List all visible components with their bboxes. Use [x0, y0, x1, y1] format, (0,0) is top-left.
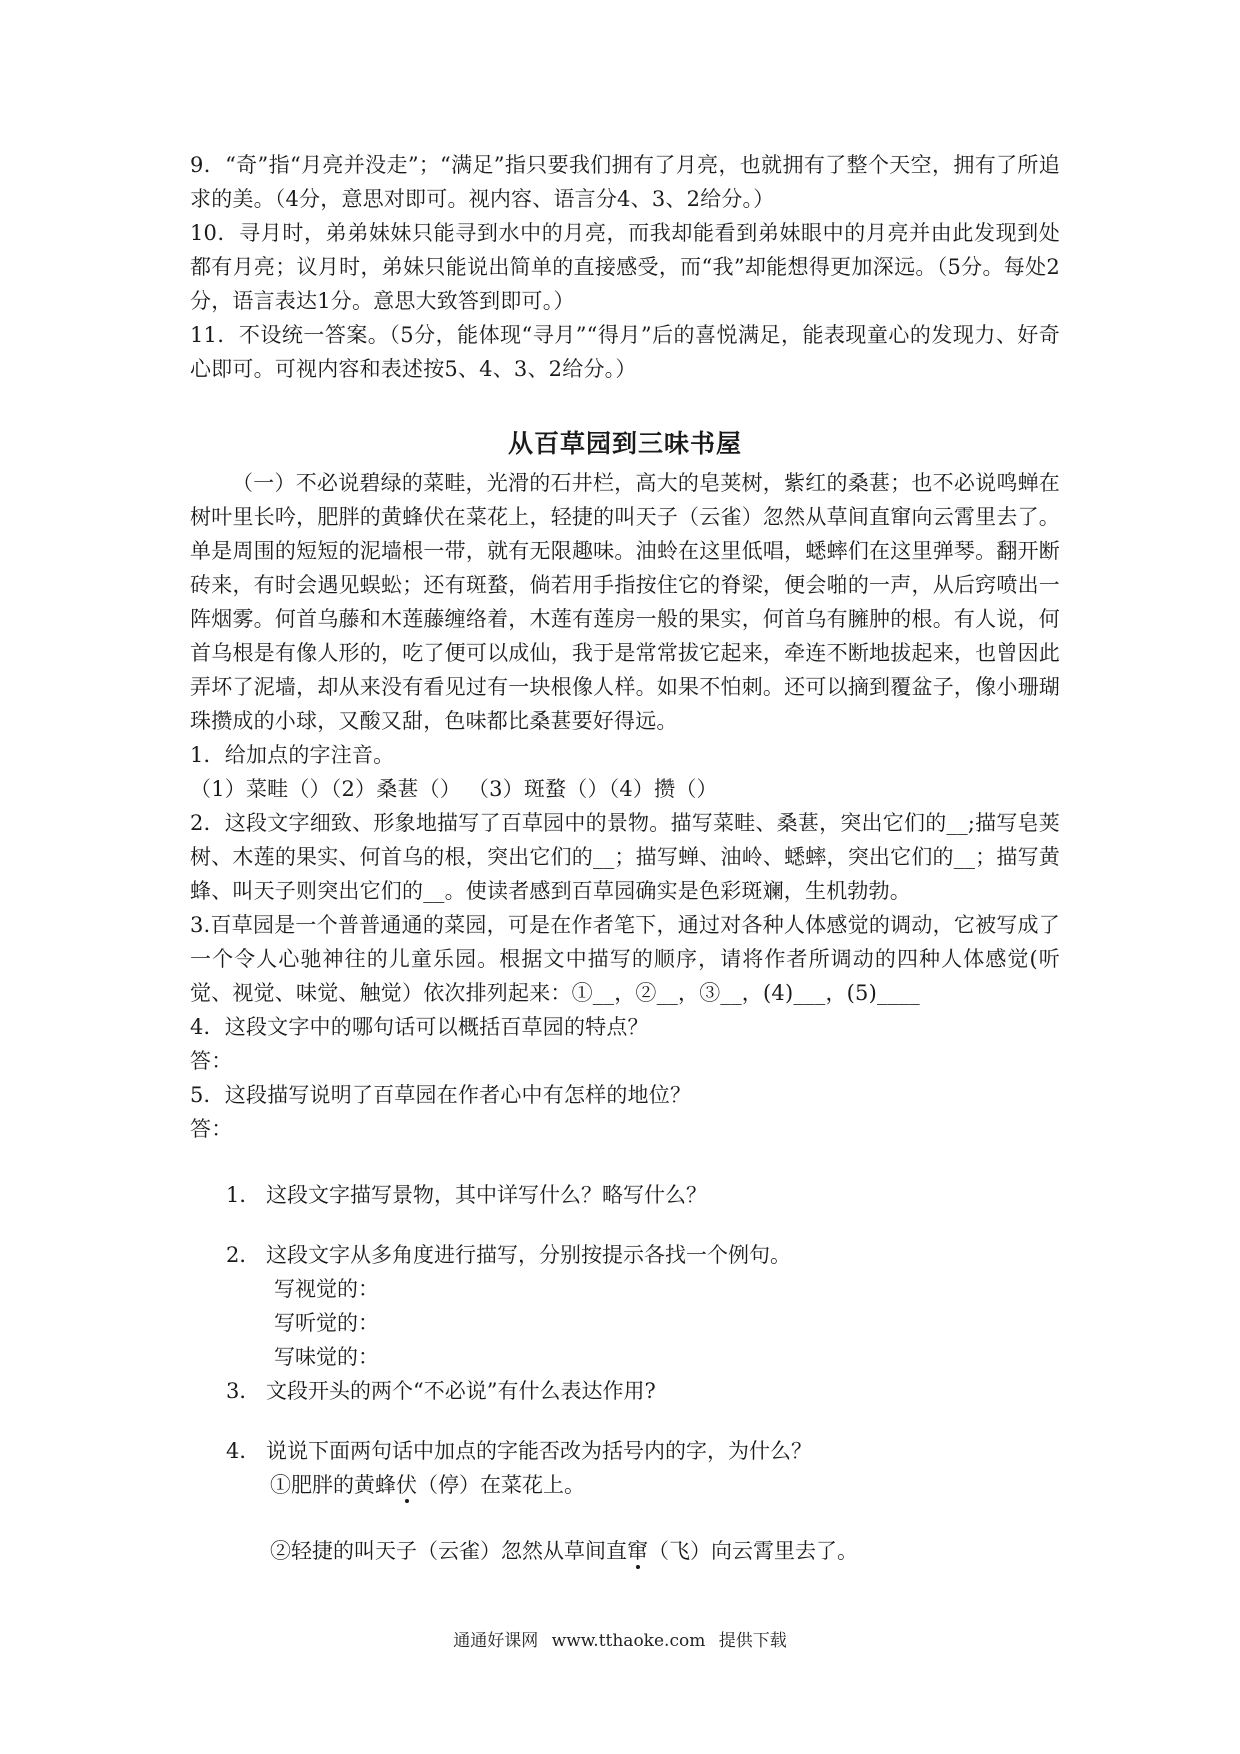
answer-9: 9．“奇”指“月亮并没走”；“满足”指只要我们拥有了月亮，也就拥有了整个天空，拥有了所追求的美。（4分，意思对即可。视内容、语言分4、3、2给分。） [190, 153, 1060, 211]
question-5: 5．这段描写说明了百草园在作者心中有怎样的地位？ [190, 1083, 692, 1107]
exercise-4 [190, 1434, 1060, 1468]
prompt-taste: 写味觉的： [274, 1345, 379, 1369]
dotted-char: 伏 [396, 1473, 417, 1497]
question-4: 4．这段文字中的哪句话可以概括百草园的特点？ [190, 1015, 649, 1039]
page-footer [0, 1626, 1240, 1651]
exercise-number: 1． [226, 1183, 261, 1207]
exercise-text: 说说下面两句话中加点的字能否改为括号内的字，为什么？ [266, 1439, 812, 1463]
question-2: 2．这段文字细致、形象地描写了百草园中的景物。描写菜畦、桑葚，突出它们的__;描写皂荚树、木莲的果实、何首乌的根，突出它们的__；描写蝉、油岭、蟋蟀，突出它们的__；描写黄蜂、叫天子则突出它们的__。使读者感到百草园确实是色彩斑斓，生机勃勃。 [190, 811, 1060, 903]
answer-label-5: 答： [190, 1117, 233, 1141]
prompt-visual: 写视觉的： [274, 1277, 379, 1301]
exercise-text: 这段文字从多角度进行描写，分别按提示各找一个例句。 [266, 1243, 791, 1267]
answer-10: 10．寻月时，弟弟妹妹只能寻到水中的月亮，而我却能看到弟妹眼中的月亮并由此发现到处都有月亮；议月时，弟妹只能说出简单的直接感受，而“我”却能想得更加深远。（5分。每处2分，语言表达1分。意思大致答到即可。） [190, 221, 1060, 313]
prompt-auditory: 写听觉的： [274, 1311, 379, 1335]
reading-passage: （一）不必说碧绿的菜畦，光滑的石井栏，高大的皂荚树，紫红的桑葚；也不必说鸣蝉在树叶里长吟，肥胖的黄蜂伏在菜花上，轻捷的叫天子（云雀）忽然从草间直窜向云霄里去了。单是周围的短短的泥墙根一带，就有无限趣味。油蛉在这里低唱，蟋蟀们在这里弹琴。翻开断砖来，有时会遇见蜈蚣；还有斑蝥，倘若用手指按住它的脊梁，便会啪的一声，从后窍喷出一阵烟雾。何首乌藤和木莲藤缠络着，木莲有莲房一般的果实，何首乌有臃肿的根。有人说，何首乌根是有像人形的，吃了便可以成仙，我于是常常拔它起来，牵连不断地拔起来，也曾因此弄坏了泥墙，却从来没有看见过有一块根像人样。如果不怕刺。还可以摘到覆盆子，像小珊瑚珠攒成的小球，又酸又甜，色味都比桑葚要好得远。 [190, 471, 1060, 733]
exercise-1 [190, 1178, 1060, 1212]
document-page [190, 148, 1060, 1568]
dotted-char: 窜 [627, 1539, 648, 1563]
footer-note: 提供下载 [718, 1631, 787, 1651]
exercise-3 [190, 1374, 1060, 1408]
exercise-number: 2． [226, 1243, 261, 1267]
question-3: 3.百草园是一个普普通通的菜园，可是在作者笔下，通过对各种人体感觉的调动，它被写成了一个令人心驰神往的儿童乐园。根据文中描写的顺序，请将作者所调动的四种人体感觉(听觉、视觉、味觉、触觉）依次排列起来：①__，②__，③__，(4)___，(5)____ [190, 913, 1060, 1005]
sentence-1: ①肥胖的黄蜂伏（停）在菜花上。 [270, 1473, 585, 1497]
exercise-text: 这段文字描写景物，其中详写什么？略写什么？ [266, 1183, 707, 1207]
question-1-items: （1）菜畦（）（2）桑葚（） （3）斑蝥（）（4）攒（） [190, 777, 718, 801]
answer-label-4: 答： [190, 1049, 233, 1073]
exercise-number: 4． [226, 1439, 261, 1463]
answer-11: 11．不设统一答案。（5分，能体现“寻月”“得月”后的喜悦满足，能表现童心的发现力、好奇心即可。可视内容和表述按5、4、3、2给分。） [190, 323, 1060, 381]
exercise-2 [190, 1238, 1060, 1272]
footer-site: 通通好课网 [453, 1631, 539, 1651]
sentence-2: ②轻捷的叫天子（云雀）忽然从草间直窜（飞）向云霄里去了。 [270, 1539, 858, 1563]
section-title: 从百草园到三味书屋 [507, 429, 742, 458]
exercise-text: 文段开头的两个“不必说”有什么表达作用? [266, 1379, 656, 1403]
exercise-number: 3． [226, 1379, 261, 1403]
footer-url[interactable]: www.tthaoke.com [551, 1631, 706, 1651]
question-1: 1．给加点的字注音。 [190, 743, 395, 767]
